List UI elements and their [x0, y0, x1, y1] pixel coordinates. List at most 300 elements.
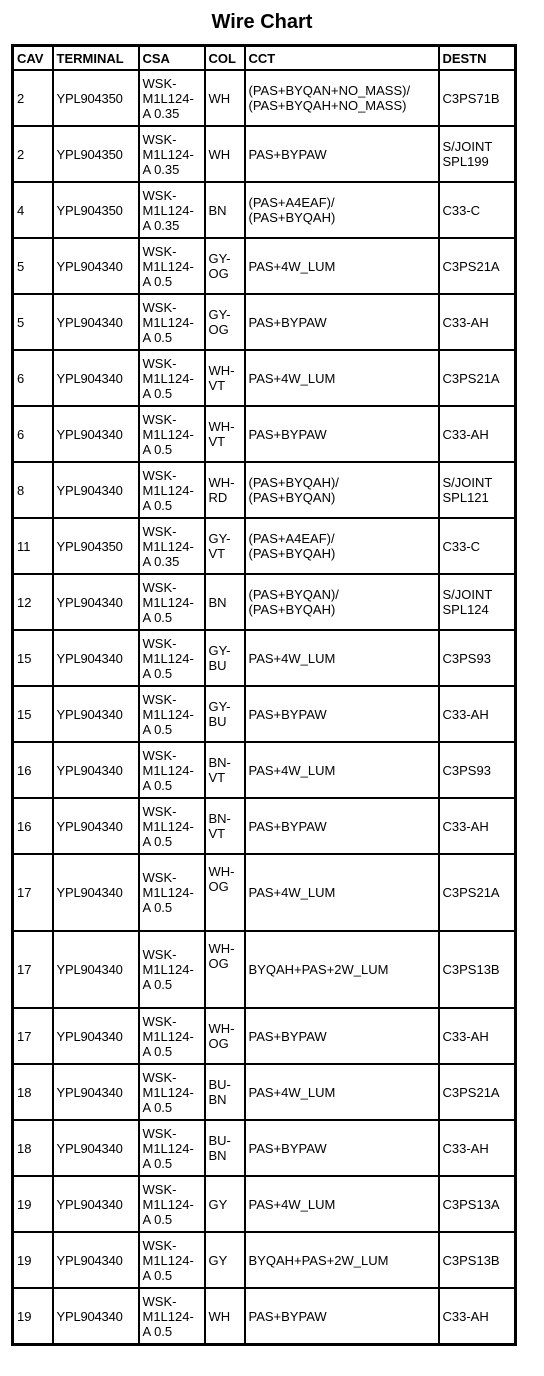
cell-terminal: YPL904340	[53, 1288, 139, 1345]
cell-terminal: YPL904340	[53, 1064, 139, 1120]
cell-cct-line: (PAS+A4EAF)/	[248, 531, 335, 546]
cell-csa-line: M1L124-	[142, 146, 194, 162]
cell-destn-line: C33-AH	[442, 426, 489, 442]
cell-csa-line: A 0.5	[142, 273, 173, 289]
cell-csa-line: A 0.5	[142, 1211, 173, 1227]
cell-csa-line: A 0.5	[142, 721, 173, 737]
table-row	[13, 1064, 516, 1120]
cell-cct	[245, 70, 439, 126]
cell-col-line: WH	[208, 90, 231, 106]
cell-col-line: VT	[208, 378, 226, 393]
cell-cct	[245, 630, 439, 686]
cell-terminal: YPL904340	[53, 574, 139, 630]
cell-col-line: BN-	[208, 811, 231, 826]
table-body	[13, 70, 516, 1345]
cell-col	[205, 686, 245, 742]
cell-cct-line: PAS+4W_LUM	[248, 885, 336, 900]
cell-col	[205, 1008, 245, 1064]
cell-csa-line: WSK-	[142, 523, 177, 539]
cell-destn-line: C33-AH	[442, 706, 489, 722]
cell-cct	[245, 1232, 439, 1288]
header-cct: CCT	[245, 46, 439, 71]
cell-cav: 16	[13, 798, 53, 854]
cell-cct	[245, 1064, 439, 1120]
cell-terminal: YPL904340	[53, 854, 139, 931]
cell-cct-line: PAS+BYPAW	[248, 1308, 327, 1324]
cell-cav: 18	[13, 1120, 53, 1176]
cell-destn-line: C33-AH	[442, 1308, 489, 1324]
cell-col-line: BN-	[208, 755, 231, 770]
cell-destn	[439, 238, 516, 294]
cell-csa-line: WSK-	[142, 947, 177, 962]
cell-cct-line: PAS+BYPAW	[248, 1140, 327, 1156]
cell-col-line: VT	[208, 826, 226, 841]
cell-terminal: YPL904340	[53, 350, 139, 406]
cell-csa-line: M1L124-	[142, 1084, 194, 1100]
cell-destn-line: C3PS13B	[442, 1252, 500, 1268]
cell-cct-line: PAS+BYPAW	[248, 818, 327, 834]
cell-destn-line: C3PS21A	[442, 258, 500, 274]
header-col: COL	[205, 46, 245, 71]
cell-destn	[439, 70, 516, 126]
cell-col-line: GY-	[208, 699, 231, 714]
cell-csa	[139, 462, 205, 518]
cell-col	[205, 70, 245, 126]
cell-terminal: YPL904340	[53, 798, 139, 854]
cell-csa-line: A 0.5	[142, 1155, 173, 1171]
cell-destn	[439, 406, 516, 462]
cell-csa	[139, 406, 205, 462]
cell-cav: 6	[13, 406, 53, 462]
table-row	[13, 70, 516, 126]
cell-cav: 17	[13, 1008, 53, 1064]
cell-csa-line: A 0.35	[142, 105, 180, 121]
cell-csa-line: WSK-	[142, 243, 177, 259]
cell-csa-line: WSK-	[142, 75, 177, 91]
table-row	[13, 1232, 516, 1288]
cell-terminal: YPL904340	[53, 238, 139, 294]
cell-cav: 11	[13, 518, 53, 574]
cell-csa-line: A 0.35	[142, 553, 180, 569]
cell-col-line: BU	[208, 714, 227, 729]
cell-col-line: WH-	[208, 419, 235, 434]
cell-col	[205, 1232, 245, 1288]
cell-csa-line: A 0.35	[142, 217, 180, 233]
cell-csa	[139, 854, 205, 931]
cell-destn-line: C3PS13A	[442, 1196, 500, 1212]
cell-col-line: WH	[208, 146, 231, 162]
cell-col	[205, 462, 245, 518]
cell-cct-line: (PAS+BYQAN+NO_MASS)/	[248, 83, 411, 98]
cell-csa-line: M1L124-	[142, 818, 194, 834]
cell-cct-line: PAS+4W_LUM	[248, 762, 336, 778]
header-row	[13, 46, 516, 71]
cell-cct	[245, 686, 439, 742]
cell-csa-line: A 0.5	[142, 1267, 173, 1283]
cell-csa	[139, 931, 205, 1008]
cell-cav: 19	[13, 1288, 53, 1345]
cell-col	[205, 1120, 245, 1176]
table-row	[13, 350, 516, 406]
cell-col-line: OG	[208, 322, 229, 337]
cell-csa-line: M1L124-	[142, 90, 194, 106]
cell-destn	[439, 350, 516, 406]
table-row	[13, 406, 516, 462]
cell-csa-line: A 0.5	[142, 441, 173, 457]
cell-csa-line: A 0.5	[142, 833, 173, 849]
table-row	[13, 1176, 516, 1232]
cell-destn-line: SPL124	[442, 602, 489, 617]
cell-csa-line: M1L124-	[142, 1308, 194, 1324]
cell-cct	[245, 406, 439, 462]
cell-col	[205, 1064, 245, 1120]
cell-col-line: VT	[208, 770, 226, 785]
header-csa: CSA	[139, 46, 205, 71]
cell-csa-line: WSK-	[142, 1125, 177, 1141]
cell-col	[205, 742, 245, 798]
cell-destn	[439, 462, 516, 518]
table-row	[13, 1008, 516, 1064]
cell-csa	[139, 686, 205, 742]
cell-destn-line: C3PS93	[442, 762, 491, 778]
cell-destn	[439, 1288, 516, 1345]
cell-destn-line: C33-C	[442, 202, 481, 218]
cell-destn-line: C3PS21A	[442, 370, 500, 386]
table-row	[13, 1288, 516, 1345]
cell-cct	[245, 798, 439, 854]
cell-col	[205, 1288, 245, 1345]
cell-col-line: BN	[208, 594, 227, 610]
cell-csa-line: WSK-	[142, 870, 177, 885]
cell-cct-line: (PAS+BYQAH)	[248, 602, 336, 617]
cell-cct	[245, 1120, 439, 1176]
table-row	[13, 931, 516, 1008]
cell-destn	[439, 1008, 516, 1064]
cell-csa-line: A 0.5	[142, 665, 173, 681]
cell-csa-line: WSK-	[142, 411, 177, 427]
cell-csa-line: M1L124-	[142, 1028, 194, 1044]
cell-csa-line: WSK-	[142, 1069, 177, 1085]
cell-destn	[439, 294, 516, 350]
cell-cct	[245, 1008, 439, 1064]
cell-csa	[139, 574, 205, 630]
cell-terminal: YPL904350	[53, 518, 139, 574]
cell-col-line: VT	[208, 434, 226, 449]
cell-destn	[439, 742, 516, 798]
cell-col-line: OG	[208, 956, 229, 971]
cell-csa-line: M1L124-	[142, 370, 194, 386]
cell-csa-line: A 0.5	[142, 1099, 173, 1115]
cell-csa-line: M1L124-	[142, 202, 194, 218]
header-destn: DESTN	[439, 46, 516, 71]
cell-cav: 2	[13, 126, 53, 182]
cell-cct-line: BYQAH+PAS+2W_LUM	[248, 962, 389, 977]
cell-cct-line: PAS+BYPAW	[248, 426, 327, 442]
cell-destn	[439, 518, 516, 574]
cell-destn-line: SPL199	[442, 154, 489, 169]
cell-col-line: WH-	[208, 864, 235, 879]
cell-col	[205, 931, 245, 1008]
cell-destn-line: C33-C	[442, 538, 481, 554]
cell-csa-line: A 0.5	[142, 497, 173, 513]
cell-csa-line: M1L124-	[142, 762, 194, 778]
cell-cct-line: PAS+4W_LUM	[248, 650, 336, 666]
cell-csa-line: M1L124-	[142, 594, 194, 610]
cell-col-line: GY-	[208, 251, 231, 266]
cell-terminal: YPL904350	[53, 126, 139, 182]
header-cav: CAV	[13, 46, 53, 71]
cell-destn-line: SPL121	[442, 490, 489, 505]
cell-csa-line: M1L124-	[142, 706, 194, 722]
page-title: Wire Chart	[211, 11, 313, 33]
cell-csa-line: WSK-	[142, 131, 177, 147]
cell-col-line: WH-	[208, 475, 235, 490]
table-row	[13, 574, 516, 630]
cell-col-line: WH-	[208, 1021, 235, 1036]
table-row	[13, 462, 516, 518]
cell-csa	[139, 518, 205, 574]
cell-cct	[245, 294, 439, 350]
cell-destn-line: C3PS21A	[442, 885, 500, 900]
cell-destn	[439, 931, 516, 1008]
cell-destn-line: C33-AH	[442, 1028, 489, 1044]
cell-cct-line: (PAS+BYQAN)/	[248, 587, 339, 602]
cell-col-line: GY-	[208, 307, 231, 322]
cell-destn	[439, 126, 516, 182]
table-row	[13, 630, 516, 686]
table-row	[13, 742, 516, 798]
cell-csa-line: A 0.5	[142, 777, 173, 793]
cell-cav: 4	[13, 182, 53, 238]
cell-csa-line: M1L124-	[142, 1196, 194, 1212]
cell-col	[205, 798, 245, 854]
cell-cct-line: PAS+4W_LUM	[248, 370, 336, 386]
cell-csa-line: M1L124-	[142, 482, 194, 498]
cell-col	[205, 182, 245, 238]
cell-col-line: BN	[208, 1148, 227, 1163]
cell-destn	[439, 798, 516, 854]
cell-col	[205, 574, 245, 630]
cell-col-line: BU	[208, 658, 227, 673]
cell-cct-line: PAS+4W_LUM	[248, 1084, 336, 1100]
cell-csa-line: WSK-	[142, 1293, 177, 1309]
cell-cav: 6	[13, 350, 53, 406]
cell-col-line: GY	[208, 1196, 228, 1212]
cell-col	[205, 854, 245, 931]
cell-cav: 15	[13, 686, 53, 742]
cell-cct-line: (PAS+BYQAH)	[248, 546, 336, 561]
cell-destn-line: C3PS13B	[442, 962, 500, 977]
cell-col-line: RD	[208, 490, 228, 505]
table-row	[13, 686, 516, 742]
cell-col	[205, 126, 245, 182]
cell-terminal: YPL904340	[53, 630, 139, 686]
cell-terminal: YPL904340	[53, 1176, 139, 1232]
cell-csa-line: M1L124-	[142, 650, 194, 666]
cell-cav: 17	[13, 931, 53, 1008]
cell-terminal: YPL904350	[53, 182, 139, 238]
cell-cct-line: (PAS+A4EAF)/	[248, 195, 335, 210]
cell-cct-line: PAS+BYPAW	[248, 146, 327, 162]
cell-csa-line: WSK-	[142, 467, 177, 483]
cell-terminal: YPL904340	[53, 742, 139, 798]
cell-destn	[439, 630, 516, 686]
cell-csa-line: WSK-	[142, 579, 177, 595]
cell-col-line: BU-	[208, 1133, 231, 1148]
table-row	[13, 238, 516, 294]
cell-csa	[139, 1008, 205, 1064]
cell-terminal: YPL904340	[53, 462, 139, 518]
cell-terminal: YPL904340	[53, 1120, 139, 1176]
cell-csa-line: WSK-	[142, 355, 177, 371]
cell-cct-line: (PAS+BYQAH+NO_MASS)	[248, 98, 407, 113]
cell-cct	[245, 1288, 439, 1345]
cell-csa-line: WSK-	[142, 691, 177, 707]
cell-col-line: BU-	[208, 1077, 231, 1092]
cell-cct	[245, 350, 439, 406]
cell-csa-line: WSK-	[142, 299, 177, 315]
cell-cct	[245, 462, 439, 518]
cell-destn	[439, 686, 516, 742]
cell-col-line: WH-	[208, 363, 235, 378]
table-row	[13, 294, 516, 350]
cell-csa-line: A 0.35	[142, 161, 180, 177]
cell-destn-line: C3PS93	[442, 650, 491, 666]
cell-col-line: GY	[208, 1252, 228, 1268]
cell-col	[205, 350, 245, 406]
cell-col-line: VT	[208, 546, 226, 561]
cell-col-line: BN	[208, 1092, 227, 1107]
cell-terminal: YPL904340	[53, 1008, 139, 1064]
cell-csa	[139, 798, 205, 854]
table-row	[13, 126, 516, 182]
cell-csa-line: WSK-	[142, 1237, 177, 1253]
cell-csa	[139, 70, 205, 126]
cell-csa	[139, 1288, 205, 1345]
cell-csa-line: M1L124-	[142, 258, 194, 274]
cell-csa	[139, 1120, 205, 1176]
cell-destn-line: S/JOINT	[442, 139, 493, 154]
cell-csa-line: M1L124-	[142, 1252, 194, 1268]
cell-cct-line: PAS+4W_LUM	[248, 258, 336, 274]
cell-terminal: YPL904340	[53, 294, 139, 350]
cell-destn-line: C3PS21A	[442, 1084, 500, 1100]
cell-csa-line: M1L124-	[142, 962, 194, 977]
cell-destn	[439, 1176, 516, 1232]
cell-csa-line: A 0.5	[142, 1323, 173, 1339]
cell-cav: 2	[13, 70, 53, 126]
cell-destn	[439, 182, 516, 238]
cell-cav: 12	[13, 574, 53, 630]
cell-destn	[439, 1120, 516, 1176]
cell-col-line: WH	[208, 1308, 231, 1324]
cell-col-line: OG	[208, 1036, 229, 1051]
cell-col	[205, 1176, 245, 1232]
cell-csa	[139, 1064, 205, 1120]
cell-csa	[139, 126, 205, 182]
cell-destn-line: S/JOINT	[442, 475, 493, 490]
cell-col-line: GY-	[208, 531, 231, 546]
cell-col-line: OG	[208, 266, 229, 281]
cell-cav: 5	[13, 294, 53, 350]
cell-cct	[245, 126, 439, 182]
cell-csa-line: M1L124-	[142, 538, 194, 554]
cell-col	[205, 406, 245, 462]
cell-csa-line: WSK-	[142, 747, 177, 763]
cell-col-line: GY-	[208, 643, 231, 658]
cell-csa	[139, 630, 205, 686]
cell-cav: 5	[13, 238, 53, 294]
cell-destn-line: C33-AH	[442, 1140, 489, 1156]
cell-csa	[139, 742, 205, 798]
cell-cav: 19	[13, 1176, 53, 1232]
cell-csa-line: A 0.5	[142, 385, 173, 401]
cell-col	[205, 238, 245, 294]
cell-cct-line: (PAS+BYQAH)	[248, 210, 336, 225]
cell-csa-line: A 0.5	[142, 609, 173, 625]
cell-destn	[439, 574, 516, 630]
cell-csa-line: M1L124-	[142, 1140, 194, 1156]
cell-cct	[245, 182, 439, 238]
cell-terminal: YPL904350	[53, 70, 139, 126]
cell-cct-line: PAS+BYPAW	[248, 314, 327, 330]
cell-csa-line: M1L124-	[142, 426, 194, 442]
cell-cav: 15	[13, 630, 53, 686]
cell-csa-line: A 0.5	[142, 329, 173, 345]
cell-csa	[139, 294, 205, 350]
cell-csa	[139, 238, 205, 294]
cell-cct	[245, 238, 439, 294]
table-row	[13, 182, 516, 238]
cell-terminal: YPL904340	[53, 406, 139, 462]
cell-csa-line: WSK-	[142, 803, 177, 819]
cell-cct	[245, 518, 439, 574]
cell-csa	[139, 350, 205, 406]
cell-cct	[245, 931, 439, 1008]
cell-cav: 19	[13, 1232, 53, 1288]
cell-col-line: OG	[208, 879, 229, 894]
cell-cav: 8	[13, 462, 53, 518]
cell-csa-line: M1L124-	[142, 885, 194, 900]
cell-cct	[245, 574, 439, 630]
cell-destn	[439, 854, 516, 931]
cell-destn-line: C33-AH	[442, 314, 489, 330]
cell-csa-line: WSK-	[142, 635, 177, 651]
cell-cct	[245, 854, 439, 931]
cell-col	[205, 294, 245, 350]
cell-csa-line: A 0.5	[142, 900, 173, 915]
cell-cct-line: PAS+BYPAW	[248, 706, 327, 722]
cell-csa	[139, 1232, 205, 1288]
wire-chart-table	[11, 44, 517, 1346]
cell-cct-line: (PAS+BYQAN)	[248, 490, 336, 505]
cell-csa-line: M1L124-	[142, 314, 194, 330]
cell-terminal: YPL904340	[53, 931, 139, 1008]
table-row	[13, 798, 516, 854]
cell-cct-line: PAS+BYPAW	[248, 1028, 327, 1044]
cell-cct-line: BYQAH+PAS+2W_LUM	[248, 1252, 389, 1268]
cell-csa-line: WSK-	[142, 1013, 177, 1029]
cell-cct-line: PAS+4W_LUM	[248, 1196, 336, 1212]
cell-destn-line: C3PS71B	[442, 90, 500, 106]
cell-col	[205, 518, 245, 574]
header-terminal: TERMINAL	[53, 46, 139, 71]
cell-col	[205, 630, 245, 686]
cell-destn	[439, 1064, 516, 1120]
cell-cct	[245, 742, 439, 798]
cell-csa	[139, 182, 205, 238]
cell-csa-line: A 0.5	[142, 977, 173, 992]
